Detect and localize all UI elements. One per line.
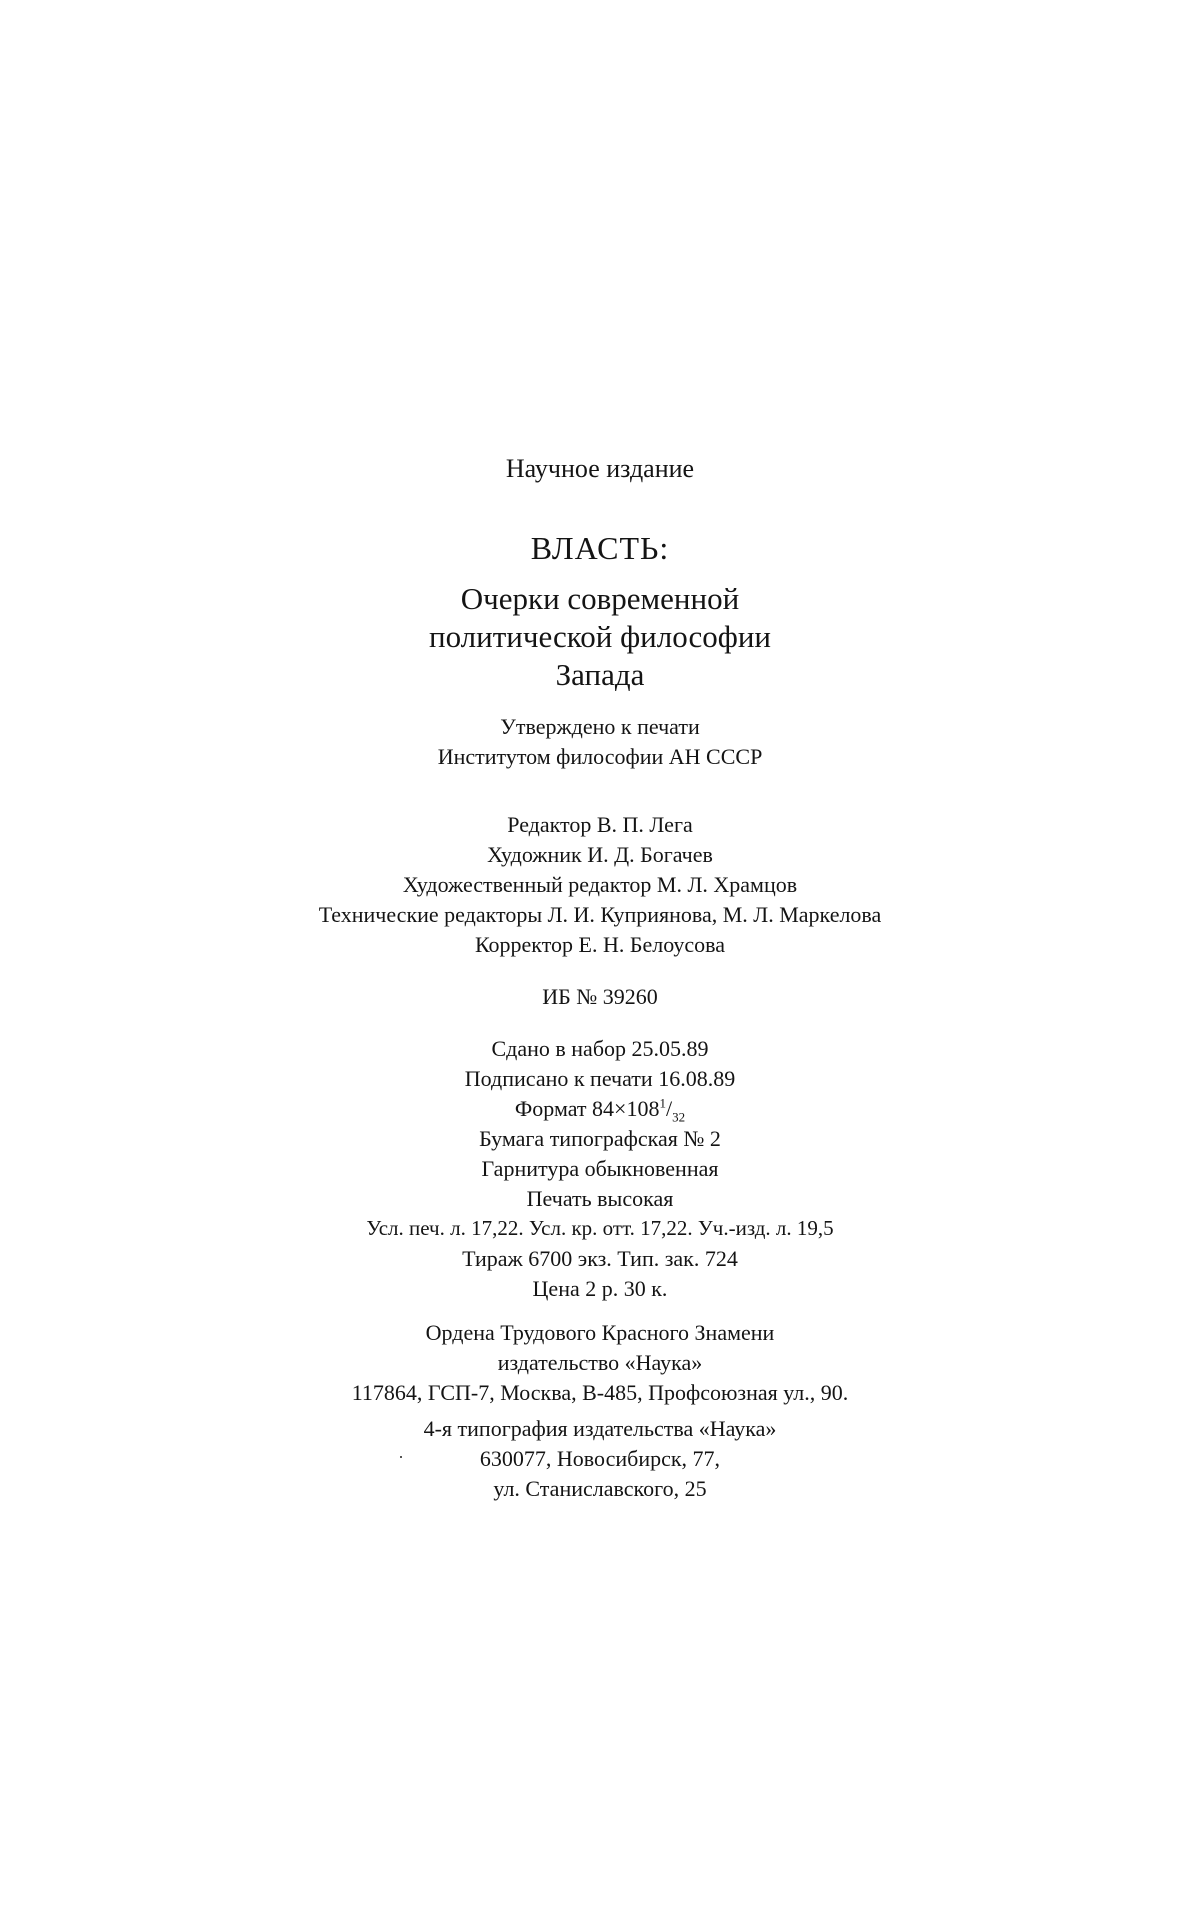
- printed-sheets: Усл. печ. л. 17,22. Усл. кр. отт. 17,22. Уч.-изд. л. 19,5: [366, 1216, 834, 1240]
- format-numerator: 1: [659, 1095, 666, 1111]
- tech-editors-credit: Технические редакторы Л. И. Куприянова, М. Л. Маркелова: [318, 902, 882, 927]
- typeface: Гарнитура обыкновенная: [481, 1156, 719, 1181]
- format-label: Формат 84×108: [514, 1096, 660, 1121]
- editor-credit: Редактор В. П. Лега: [507, 812, 693, 837]
- approval-line-1: Утверждено к печати: [500, 714, 700, 739]
- book-title: ВЛАСТЬ:: [530, 530, 670, 566]
- proofreader-credit: Корректор Е. Н. Белоусова: [474, 932, 726, 957]
- signed-date: Подписано к печати 16.08.89: [464, 1066, 736, 1091]
- price: Цена 2 р. 30 к.: [532, 1276, 668, 1301]
- print-run: Тираж 6700 экз. Тип. зак. 724: [462, 1246, 738, 1271]
- format-denominator: 32: [672, 1109, 686, 1125]
- format-line: Формат $84\times 108^1/_{32}$: [514, 1095, 686, 1125]
- typeset-date: Сдано в набор 25.05.89: [491, 1036, 709, 1061]
- printer-line-1: 4-я типография издательства «Наука»: [423, 1416, 777, 1441]
- approval-line-2: Институтом философии АН СССР: [437, 744, 763, 769]
- publisher-line-2: издательство «Наука»: [497, 1350, 703, 1375]
- printer-line-2: 630077, Новосибирск, 77,: [479, 1446, 721, 1471]
- subtitle-line-2: политической философии: [428, 619, 772, 654]
- subtitle-line-1: Очерки современной: [460, 581, 740, 616]
- printer-line-3: ул. Станиславского, 25: [493, 1476, 707, 1501]
- art-editor-credit: Художественный редактор М. Л. Храмцов: [402, 872, 798, 897]
- subtitle-line-3: Запада: [555, 657, 645, 692]
- printing-method: Печать высокая: [526, 1186, 674, 1211]
- paper-type: Бумага типографская № 2: [479, 1126, 721, 1151]
- edition-type: Научное издание: [505, 454, 695, 483]
- print-speck: [400, 1456, 402, 1458]
- artist-credit: Художник И. Д. Богачев: [487, 842, 713, 867]
- publisher-address: 117864, ГСП-7, Москва, В-485, Профсоюзная ул., 90.: [351, 1380, 849, 1405]
- publisher-line-1: Ордена Трудового Красного Знамени: [425, 1320, 775, 1345]
- ib-number: ИБ № 39260: [542, 984, 658, 1009]
